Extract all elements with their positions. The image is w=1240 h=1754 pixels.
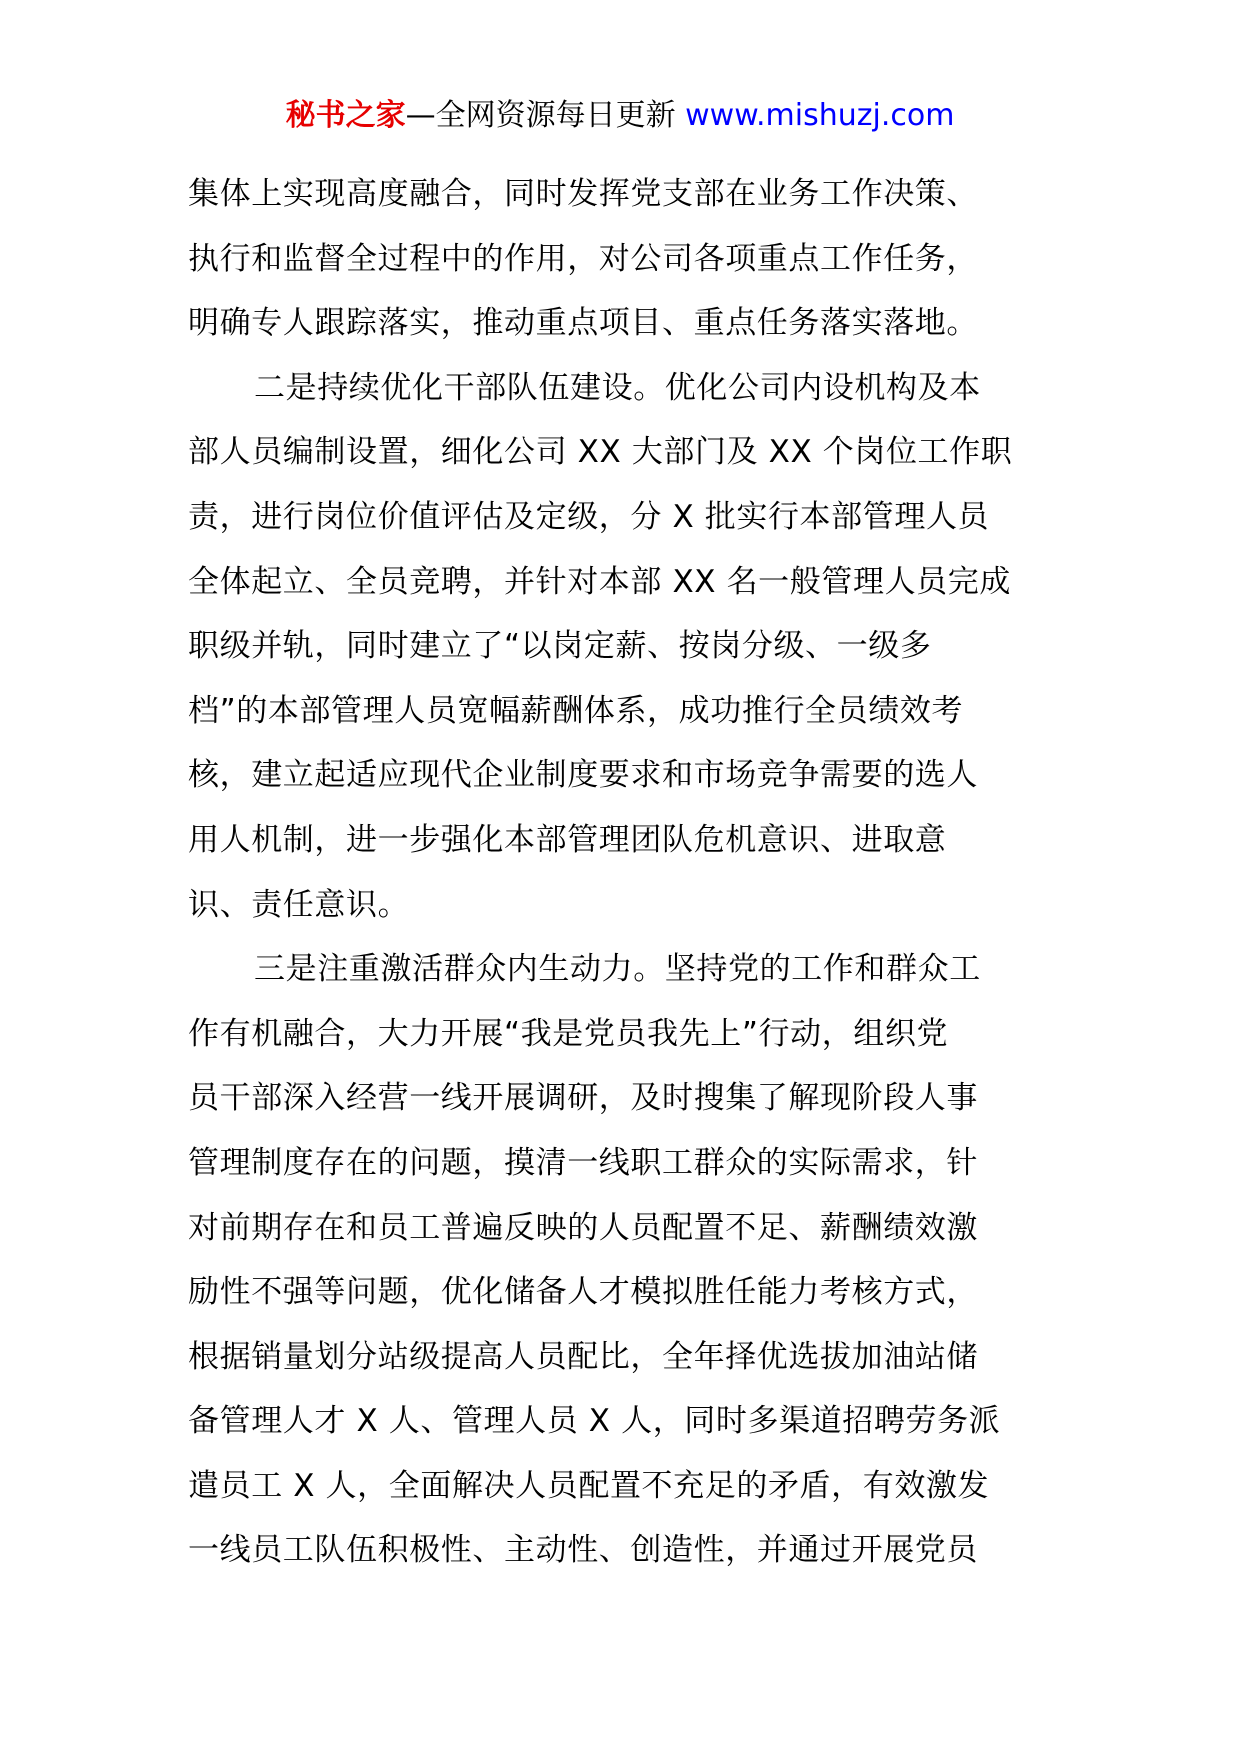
page-header bbox=[0, 96, 1240, 136]
document-body bbox=[188, 162, 1056, 1583]
text-line: 识、责任意识。 bbox=[188, 886, 410, 923]
text-line: 全体起立、全员竞聘，并针对本部 XX 名一般管理人员完成 bbox=[188, 563, 1011, 600]
text-line: 明确专人跟踪落实，推动重点项目、重点任务落实落地。 bbox=[188, 305, 978, 342]
text-line: 集体上实现高度融合，同时发挥党支部在业务工作决策、 bbox=[188, 176, 978, 212]
text-line: 备管理人才 X 人、管理人员 X 人，同时多渠道招聘劳务派 bbox=[188, 1403, 1001, 1440]
text-line: 对前期存在和员工普遍反映的人员配置不足、薪酬绩效激 bbox=[188, 1209, 978, 1246]
text-line: 执行和监督全过程中的作用，对公司各项重点工作任务， bbox=[188, 240, 978, 277]
text-line: 核，建立起适应现代企业制度要求和市场竞争需要的选人 bbox=[188, 757, 978, 794]
text-line: 遣员工 X 人，全面解决人员配置不充足的矛盾，有效激发 bbox=[188, 1467, 990, 1504]
text-line: 用人机制，进一步强化本部管理团队危机意识、进取意 bbox=[188, 821, 947, 858]
text-line: 作有机融合，大力开展“我是党员我先上”行动，组织党 bbox=[188, 1015, 949, 1052]
text-line: 励性不强等问题，优化储备人才模拟胜任能力考核方式， bbox=[188, 1274, 978, 1311]
site-url-link[interactable]: www.mishuzj.com bbox=[685, 98, 955, 133]
text-line: 管理制度存在的问题，摸清一线职工群众的实际需求，针 bbox=[188, 1144, 978, 1181]
text-line: 档”的本部管理人员宽幅薪酬体系，成功推行全员绩效考 bbox=[188, 692, 964, 729]
text-line: 部人员编制设置，细化公司 XX 大部门及 XX 个岗位工作职 bbox=[188, 434, 1013, 471]
text-line: 员干部深入经营一线开展调研，及时搜集了解现阶段人事 bbox=[188, 1080, 978, 1117]
text-line: 职级并轨，同时建立了“以岗定薪、按岗分级、一级多 bbox=[188, 628, 932, 665]
text-line: 根据销量划分站级提高人员配比，全年择优选拔加油站储 bbox=[188, 1338, 978, 1375]
header-tagline: —全网资源每日更新 bbox=[405, 98, 676, 133]
brand-name: 秘书之家 bbox=[285, 98, 406, 133]
paragraph-heading-line: 三是注重激活群众内生动力。坚持党的工作和群众工 bbox=[254, 951, 981, 988]
paragraph-heading-line: 二是持续优化干部队伍建设。优化公司内设机构及本 bbox=[254, 369, 981, 406]
text-line: 一线员工队伍积极性、主动性、创造性，并通过开展党员 bbox=[188, 1532, 978, 1569]
text-line: 责，进行岗位价值评估及定级，分 X 批实行本部管理人员 bbox=[188, 498, 990, 535]
